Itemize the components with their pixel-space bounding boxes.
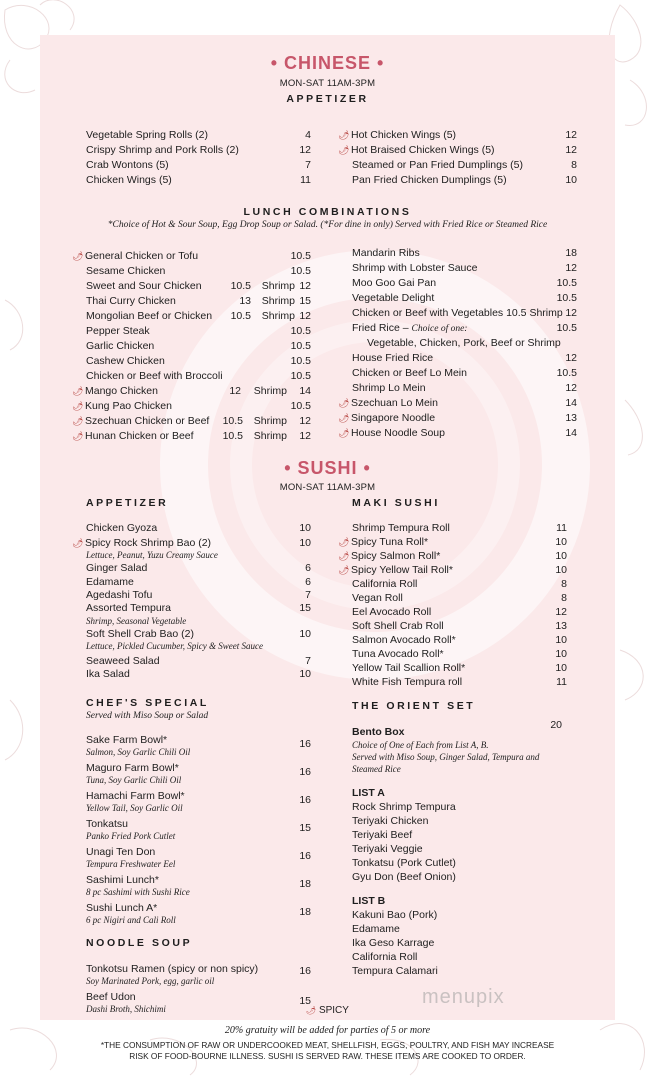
orient-set-heading: THE ORIENT SET [352, 700, 476, 712]
noodle-soup-heading: NOODLE SOUP [86, 937, 193, 949]
menu-item: Fried Rice – Choice of one: 10.5 [352, 322, 577, 334]
chili-pepper-icon: 🌶 [72, 416, 84, 426]
bento-price: 20 [550, 719, 562, 731]
chili-pepper-icon: 🌶 [338, 413, 350, 423]
maki-sushi-heading: MAKI SUSHI [352, 497, 440, 509]
list-item: Gyu Don (Beef Onion) [352, 871, 456, 883]
chili-pepper-icon: 🌶 [338, 565, 350, 575]
lunch-combinations-heading: LUNCH COMBINATIONS [243, 206, 412, 218]
list-a-heading: LIST A [352, 787, 385, 799]
menu-item: Mongolian Beef or Chicken 10.5 Shrimp 12 [86, 310, 311, 322]
menu-item: Cashew Chicken 10.5 [86, 355, 311, 367]
menu-item: Thai Curry Chicken 13 Shrimp 15 [86, 295, 311, 307]
menu-item: 🌶 Spicy Rock Shrimp Bao (2) 10 [72, 537, 311, 549]
menu-item: Seaweed Salad 7 [86, 655, 311, 667]
chili-pepper-icon: 🌶 [338, 537, 350, 547]
sushi-appetizer-heading: APPETIZER [86, 497, 169, 509]
list-b-heading: LIST B [352, 895, 386, 907]
menu-item: Chicken or Beef with Broccoli 10.5 [86, 370, 311, 382]
list-b [352, 894, 567, 978]
chinese-appetizer-left [86, 128, 311, 188]
menu-item: Tonkotsu Ramen (spicy or non spicy) 16 Soy Marinated Pork, egg, garlic oil [86, 963, 311, 986]
menu-item: Yellow Tail Scallion Roll* 10 [352, 662, 567, 674]
menu-item: Chicken Wings (5) 11 [86, 174, 311, 186]
menu-item: 🌶 Spicy Yellow Tail Roll* 10 [338, 564, 567, 576]
chili-pepper-icon: 🌶 [306, 1006, 317, 1015]
chinese-hours: MON-SAT 11AM-3PM [279, 78, 376, 89]
menu-item-description: Lettuce, Peanut, Yuzu Creamy Sauce [86, 550, 218, 560]
list-item: California Roll [352, 951, 418, 963]
menu-item: 🌶 Szechuan Chicken or Beef 10.5 Shrimp 12 [72, 415, 311, 427]
menu-item: Garlic Chicken 10.5 [86, 340, 311, 352]
menu-item: 🌶 General Chicken or Tofu 10.5 [72, 250, 311, 262]
menu-item: Unagi Ten Don 16 Tempura Freshwater Eel [86, 846, 311, 869]
menu-item: Sesame Chicken 10.5 [86, 265, 311, 277]
menu-item: White Fish Tempura roll 11 [352, 676, 567, 688]
menu-item: Sushi Lunch A* 18 6 pc Nigiri and Cali Roll [86, 902, 311, 925]
maki-sushi-list [338, 521, 567, 689]
menu-item: Chicken or Beef with Vegetables 10.5 Shrimp 12 [352, 307, 577, 319]
list-item: Tonkatsu (Pork Cutlet) [352, 857, 456, 869]
bento-name: Bento Box [352, 726, 405, 738]
menu-item: 🌶 Spicy Tuna Roll* 10 [338, 536, 567, 548]
list-item: Edamame [352, 923, 400, 935]
menu-item: Assorted Tempura 15 [86, 602, 311, 614]
menu-item: Shrimp with Lobster Sauce 12 [352, 262, 577, 274]
bento-box: 20 Bento Box Choice of One of Each from List A, B. Served with Miso Soup, Ginger Salad, Tempura and Steamed Rice [352, 719, 567, 775]
chili-pepper-icon: 🌶 [72, 251, 84, 261]
menu-item: Eel Avocado Roll 12 [352, 606, 567, 618]
chinese-title: • CHINESE • [270, 53, 385, 73]
lunch-right-column [338, 246, 577, 441]
menu-item: Tuna Avocado Roll* 10 [352, 648, 567, 660]
chili-pepper-icon: 🌶 [72, 431, 84, 441]
chili-pepper-icon: 🌶 [338, 145, 350, 155]
chinese-appetizer-heading: APPETIZER [286, 93, 369, 105]
chili-pepper-icon: 🌶 [72, 386, 84, 396]
list-item: Teriyaki Veggie [352, 843, 423, 855]
chinese-appetizer-right [338, 128, 577, 188]
menu-item: 🌶 Hot Chicken Wings (5) 12 [338, 129, 577, 141]
menu-item: Ika Salad 10 [86, 668, 311, 680]
list-item: Ika Geso Karrage [352, 937, 435, 949]
list-item: Kakuni Bao (Pork) [352, 909, 438, 921]
menu-item: Mandarin Ribs 18 [352, 247, 577, 259]
menu-item: Salmon Avocado Roll* 10 [352, 634, 567, 646]
menu-item: 🌶 Mango Chicken 12 Shrimp 14 [72, 385, 311, 397]
list-item: Teriyaki Beef [352, 829, 413, 841]
chili-pepper-icon: 🌶 [338, 398, 350, 408]
menu-item: Shrimp Lo Mein 12 [352, 382, 577, 394]
menu-item: 🌶 Kung Pao Chicken 10.5 [72, 400, 311, 412]
noodle-soup-list [86, 962, 311, 1018]
chili-pepper-icon: 🌶 [72, 538, 84, 548]
sushi-appetizer-list [72, 521, 311, 681]
menu-item-detail: Vegetable, Chicken, Pork, Beef or Shrimp [367, 337, 561, 349]
menu-item: Chicken Gyoza 10 [86, 522, 311, 534]
chili-pepper-icon: 🌶 [72, 401, 84, 411]
menu-item: Soft Shell Crab Roll 13 [352, 620, 567, 632]
menu-item: 🌶 Singapore Noodle 13 [338, 412, 577, 424]
chefs-special-heading: CHEF'S SPECIAL [86, 697, 209, 709]
menu-item: Sweet and Sour Chicken 10.5 Shrimp 12 [86, 280, 311, 292]
menu-item: California Roll 8 [352, 578, 567, 590]
menu-item: Maguro Farm Bowl* 16 Tuna, Soy Garlic Chili Oil [86, 762, 311, 785]
menu-item: Steamed or Pan Fried Dumplings (5) 8 [352, 159, 577, 171]
menu-item: Hamachi Farm Bowl* 16 Yellow Tail, Soy Garlic Oil [86, 790, 311, 813]
menu-item-description: Lettuce, Pickled Cucumber, Spicy & Sweet Sauce [86, 641, 263, 651]
menu-item: Tonkatsu 15 Panko Fried Pork Cutlet [86, 818, 311, 841]
menu-item: 🌶 Hot Braised Chicken Wings (5) 12 [338, 144, 577, 156]
spicy-legend: 🌶 SPICY [306, 1005, 349, 1016]
menu-item: Chicken or Beef Lo Mein 10.5 [352, 367, 577, 379]
menu-item: 🌶 Szechuan Lo Mein 14 [338, 397, 577, 409]
sushi-title: • SUSHI • [284, 458, 371, 478]
menu-item: Beef Udon 15 Dashi Broth, Shichimi [86, 991, 311, 1014]
menu-item: Sashimi Lunch* 18 8 pc Sashimi with Sushi Rice [86, 874, 311, 897]
gratuity-note: 20% gratuity will be added for parties of 5 or more [224, 1025, 431, 1036]
watermark: menupix [422, 986, 505, 1008]
menu-item: Edamame 6 [86, 576, 311, 588]
menu-item: Agedashi Tofu 7 [86, 589, 311, 601]
menu-item: Crab Wontons (5) 7 [86, 159, 311, 171]
menu-item: Vegetable Spring Rolls (2) 4 [86, 129, 311, 141]
menu-item: Soft Shell Crab Bao (2) 10 [86, 628, 311, 640]
menu-item: Ginger Salad 6 [86, 562, 311, 574]
chefs-special-note: Served with Miso Soup or Salad [86, 711, 209, 721]
menu-item: 🌶 Hunan Chicken or Beef 10.5 Shrimp 12 [72, 430, 311, 442]
menu-item: House Fried Rice 12 [352, 352, 577, 364]
menu-item: 🌶 House Noodle Soup 14 [338, 427, 577, 439]
lunch-left-column [72, 249, 311, 444]
menu-item: Vegetable Delight 10.5 [352, 292, 577, 304]
food-safety-warning: *THE CONSUMPTION OF RAW OR UNDERCOOKED MEAT, SHELLFISH, EGGS, POULTRY, AND FISH MAY INCREASE RISK OF FOOD-BOURNE ILLNESS. SUSHI IS SERVED RAW. THESE ITEMS ARE COOKED TO ORDER. [100, 1040, 555, 1061]
lunch-combinations-note: *Choice of Hot & Sour Soup, Egg Drop Soup or Salad. (*For dine in only) Served with Fried Rice or Steamed Rice [107, 220, 548, 230]
chili-pepper-icon: 🌶 [338, 551, 350, 561]
menu-item: Pepper Steak 10.5 [86, 325, 311, 337]
menu-item: Moo Goo Gai Pan 10.5 [352, 277, 577, 289]
menu-item: 🌶 Spicy Salmon Roll* 10 [338, 550, 567, 562]
menu-item: Vegan Roll 8 [352, 592, 567, 604]
chili-pepper-icon: 🌶 [338, 428, 350, 438]
menu-item: Pan Fried Chicken Dumplings (5) 10 [352, 174, 577, 186]
list-item: Tempura Calamari [352, 965, 438, 977]
list-item: Teriyaki Chicken [352, 815, 429, 827]
chili-pepper-icon: 🌶 [338, 130, 350, 140]
list-item: Rock Shrimp Tempura [352, 801, 456, 813]
menu-item: Sake Farm Bowl* 16 Salmon, Soy Garlic Chili Oil [86, 734, 311, 757]
chefs-special-list [86, 733, 311, 929]
menu-item-description: Shrimp, Seasonal Vegetable [86, 616, 187, 626]
sushi-hours: MON-SAT 11AM-3PM [279, 482, 376, 493]
menu-item: Shrimp Tempura Roll 11 [352, 522, 567, 534]
menu-item: Crispy Shrimp and Pork Rolls (2) 12 [86, 144, 311, 156]
list-a [352, 786, 567, 884]
